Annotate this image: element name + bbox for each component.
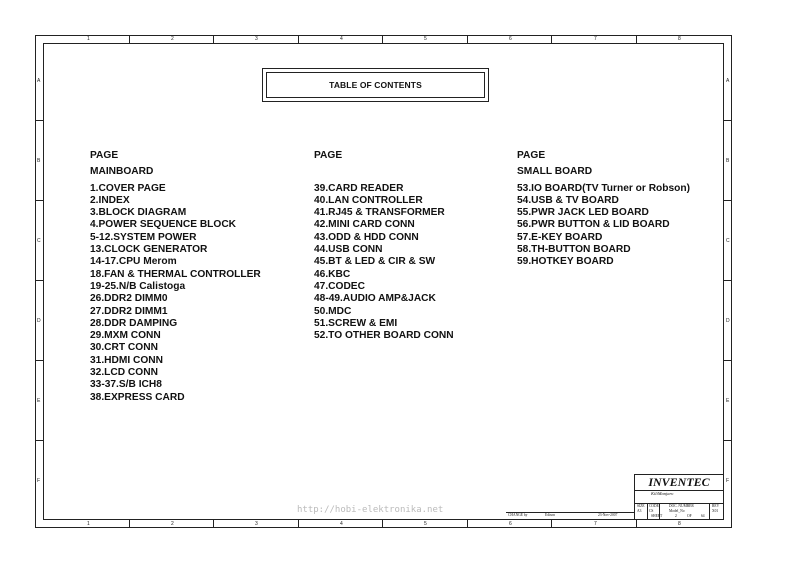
row-letter: F <box>726 478 730 484</box>
column-number: 4 <box>340 521 343 527</box>
zone-tick <box>298 520 299 528</box>
toc-item: 43.ODD & HDD CONN <box>314 231 419 243</box>
toc-column-small-board <box>517 150 690 269</box>
toc-item: 27.DDR2 DIMM1 <box>90 305 168 317</box>
toc-item: 42.MINI CARD CONN <box>314 219 415 231</box>
row-letter: D <box>37 318 41 324</box>
toc-item: 41.RJ45 & TRANSFORMER <box>314 207 445 219</box>
zone-tick <box>35 200 43 201</box>
zone-tick <box>724 200 732 201</box>
toc-item: 4.POWER SEQUENCE BLOCK <box>90 219 237 231</box>
toc-item: 19-25.N/B Calistoga <box>90 280 186 292</box>
toc-item: 52.TO OTHER BOARD CONN <box>314 330 454 342</box>
toc-item: 30.CRT CONN <box>90 342 158 354</box>
zone-tick <box>467 520 468 528</box>
zone-tick <box>636 35 637 43</box>
zone-tick <box>298 35 299 43</box>
rev-label: REV <box>712 504 720 508</box>
toc-item: 50.MDC <box>314 305 352 317</box>
toc-item: 5-12.SYSTEM POWER <box>90 231 197 243</box>
toc-item: 29.MXM CONN <box>90 330 161 342</box>
toc-item: 44.USB CONN <box>314 244 383 256</box>
sheet-label: SHEET <box>651 514 663 518</box>
project-name: KiliManjaro <box>651 491 674 496</box>
column-number: 1 <box>87 36 90 42</box>
row-letter: C <box>37 238 41 244</box>
zone-tick <box>724 120 732 121</box>
column-number: 7 <box>594 521 597 527</box>
company-logo: INVENTEC <box>648 475 710 489</box>
column-subheader: SMALL BOARD <box>517 166 593 178</box>
page-title: TABLE OF CONTENTS <box>266 72 485 98</box>
column-number: 2 <box>171 521 174 527</box>
column-number: 5 <box>424 521 427 527</box>
zone-tick <box>213 520 214 528</box>
of-value: 64 <box>701 514 705 518</box>
zone-tick <box>724 440 732 441</box>
zone-tick <box>551 520 552 528</box>
title-box <box>262 68 489 102</box>
column-number: 6 <box>509 521 512 527</box>
zone-tick <box>213 35 214 43</box>
size-label: SIZE <box>637 504 645 508</box>
row-letter: A <box>726 78 730 84</box>
toc-item: 38.EXPRESS CARD <box>90 391 185 403</box>
title-block <box>634 474 724 520</box>
zone-tick <box>35 440 43 441</box>
zone-tick <box>382 35 383 43</box>
row-letter: E <box>726 398 730 404</box>
toc-item: 40.LAN CONTROLLER <box>314 194 423 206</box>
column-number: 1 <box>87 521 90 527</box>
row-letter: D <box>726 318 730 324</box>
zone-tick <box>35 280 43 281</box>
toc-column-mainboard <box>90 150 261 404</box>
toc-item: 59.HOTKEY BOARD <box>517 256 614 268</box>
title-block-divider <box>647 503 648 519</box>
toc-item: 2.INDEX <box>90 194 130 206</box>
column-number: 7 <box>594 36 597 42</box>
code-label: CODE <box>649 504 659 508</box>
column-subheader: MAINBOARD <box>90 166 154 178</box>
code-value: CS <box>649 509 654 513</box>
size-value: A3 <box>637 509 642 513</box>
column-number: 2 <box>171 36 174 42</box>
toc-item: 13.CLOCK GENERATOR <box>90 244 208 256</box>
change-label: CHANGE by <box>508 513 528 517</box>
toc-item: 28.DDR DAMPING <box>90 317 178 329</box>
row-letter: B <box>37 158 41 164</box>
row-letter: B <box>726 158 730 164</box>
zone-tick <box>129 520 130 528</box>
toc-item: 58.TH-BUTTON BOARD <box>517 244 631 256</box>
toc-column-middle <box>314 150 454 342</box>
column-number: 8 <box>678 36 681 42</box>
toc-item: 56.PWR BUTTON & LID BOARD <box>517 219 670 231</box>
column-header: PAGE <box>517 150 546 161</box>
column-number: 8 <box>678 521 681 527</box>
toc-item: 46.KBC <box>314 268 351 280</box>
zone-tick <box>551 35 552 43</box>
toc-item: 55.PWR JACK LED BOARD <box>517 207 649 219</box>
row-letter: A <box>37 78 41 84</box>
toc-item: 33-37.S/B ICH8 <box>90 379 162 391</box>
zone-tick <box>35 120 43 121</box>
zone-tick <box>724 280 732 281</box>
toc-item: 26.DDR2 DIMM0 <box>90 293 168 305</box>
column-header: PAGE <box>314 150 343 161</box>
toc-item: 45.BT & LED & CIR & SW <box>314 256 436 268</box>
change-by: Edison <box>545 513 555 517</box>
toc-item: 54.USB & TV BOARD <box>517 194 619 206</box>
toc-item: 51.SCREW & EMI <box>314 317 398 329</box>
column-number: 4 <box>340 36 343 42</box>
of-label: OF <box>687 514 692 518</box>
toc-item: 48-49.AUDIO AMP&JACK <box>314 293 436 305</box>
toc-item: 53.IO BOARD(TV Turner or Robson) <box>517 182 691 194</box>
toc-item: 14-17.CPU Merom <box>90 256 177 268</box>
row-letter: F <box>37 478 41 484</box>
zone-tick <box>129 35 130 43</box>
title-block-divider <box>635 490 723 491</box>
toc-item: 3.BLOCK DIAGRAM <box>90 207 187 219</box>
zone-tick <box>636 520 637 528</box>
toc-item: 31.HDMI CONN <box>90 354 164 366</box>
zone-tick <box>467 35 468 43</box>
row-letter: E <box>37 398 41 404</box>
toc-item: 39.CARD READER <box>314 182 404 194</box>
sheet-value: 2 <box>675 514 677 518</box>
toc-item: 32.LCD CONN <box>90 367 158 379</box>
title-block-divider <box>709 503 710 519</box>
toc-item: 1.COVER PAGE <box>90 182 166 194</box>
toc-item: 57.E-KEY BOARD <box>517 231 603 243</box>
doc-number-label: DOC. NUMBER <box>669 504 694 508</box>
rev-value: X01 <box>712 509 719 513</box>
column-header: PAGE <box>90 150 119 161</box>
toc-item: 18.FAN & THERMAL CONTROLLER <box>90 268 261 280</box>
zone-tick <box>724 360 732 361</box>
change-date: 23-Nov-2007 <box>598 513 618 517</box>
toc-item: 47.CODEC <box>314 280 365 292</box>
zone-tick <box>35 360 43 361</box>
column-number: 3 <box>255 521 258 527</box>
watermark-url: http://hobi-elektronika.net <box>297 505 444 515</box>
column-number: 6 <box>509 36 512 42</box>
zone-tick <box>382 520 383 528</box>
row-letter: C <box>726 238 730 244</box>
doc-number-value: Model_No <box>669 509 685 513</box>
column-number: 3 <box>255 36 258 42</box>
column-number: 5 <box>424 36 427 42</box>
column-spacer <box>314 166 454 178</box>
